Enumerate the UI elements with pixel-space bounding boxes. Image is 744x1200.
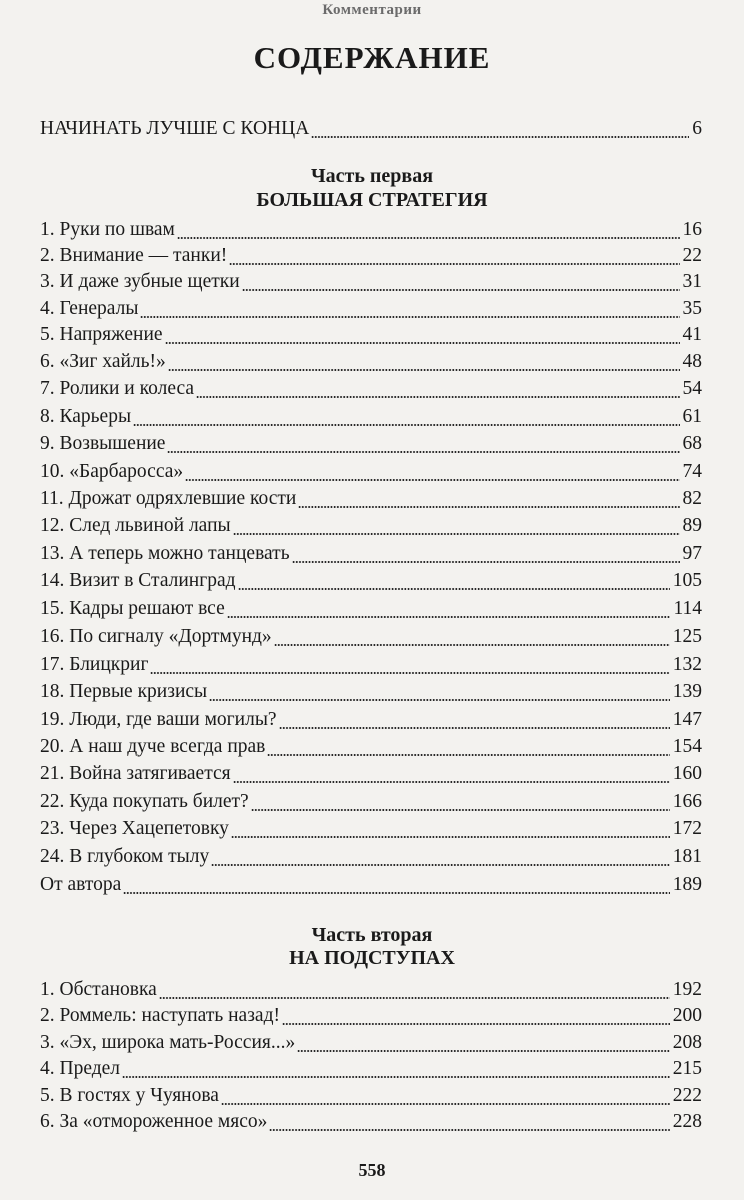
toc-entry[interactable]: [40, 1032, 702, 1058]
toc-entry-title: 14. Визит в Сталинград: [40, 570, 236, 591]
toc-entry[interactable]: [40, 324, 702, 350]
toc-entry-title: 4. Предел: [40, 1058, 121, 1079]
dot-leader: [221, 1103, 670, 1105]
toc-entry[interactable]: [40, 271, 702, 297]
page-title: СОДЕРЖАНИЕ: [253, 40, 491, 75]
dot-leader: [165, 342, 680, 344]
toc-entry-title: 21. Война затягивается: [40, 763, 231, 784]
toc-entry-page: 74: [682, 461, 702, 482]
toc-entry[interactable]: [40, 626, 702, 652]
part-two-name: НА ПОДСТУПАХ: [289, 947, 455, 969]
toc-entry[interactable]: [40, 681, 702, 707]
toc-entry-title: 7. Ролики и колеса: [40, 378, 195, 399]
toc-entry-title: 11. Дрожат одряхлевшие кости: [40, 488, 297, 509]
dot-leader: [233, 781, 670, 783]
toc-entry-title: 5. Напряжение: [40, 324, 163, 345]
part-one-label: Часть первая: [310, 165, 434, 187]
toc-entry-page: 208: [672, 1032, 702, 1053]
toc-entry-page: 41: [682, 324, 702, 345]
dot-leader: [133, 424, 679, 426]
toc-entry-title: 20. А наш дуче всегда прав: [40, 736, 266, 757]
toc-entry-page: 222: [672, 1085, 702, 1106]
toc-entry-page: 35: [682, 298, 702, 319]
toc-entry-page: 166: [672, 791, 702, 812]
toc-entry[interactable]: [40, 378, 702, 404]
toc-entry-title: 24. В глубоком тылу: [40, 846, 210, 867]
toc-entry-page: 89: [682, 515, 702, 536]
dot-leader: [229, 263, 679, 265]
dot-leader: [185, 479, 679, 481]
toc-entry[interactable]: [40, 298, 702, 324]
toc-entry-title: 5. В гостях у Чуянова: [40, 1085, 219, 1106]
toc-entry[interactable]: [40, 488, 702, 514]
toc-entry-page: 132: [672, 654, 702, 675]
toc-entry-page: 215: [672, 1058, 702, 1079]
toc-entry-title: НАЧИНАТЬ ЛУЧШЕ С КОНЦА: [40, 118, 310, 139]
toc-entry-page: 61: [682, 406, 702, 427]
toc-entry[interactable]: [40, 219, 702, 245]
toc-entry-page: 147: [672, 709, 702, 730]
dot-leader: [298, 506, 679, 508]
toc-entry-title: 23. Через Хацепетовку: [40, 818, 229, 839]
dot-leader: [251, 809, 670, 811]
dot-leader: [274, 644, 670, 646]
dot-leader: [231, 836, 670, 838]
toc-entry[interactable]: [40, 351, 702, 377]
toc-entry-title: 22. Куда покупать билет?: [40, 791, 249, 812]
toc-entry-page: 54: [682, 378, 702, 399]
page-number: 558: [358, 1160, 386, 1180]
toc-entry-title: 15. Кадры решают все: [40, 598, 225, 619]
dot-leader: [196, 396, 679, 398]
dot-leader: [297, 1050, 670, 1052]
toc-entry-title: 8. Карьеры: [40, 406, 132, 427]
toc-entry[interactable]: [40, 846, 702, 872]
toc-entry-title: 12. След львиной лапы: [40, 515, 231, 536]
toc-entry-page: 16: [682, 219, 702, 240]
toc-entry[interactable]: [40, 736, 702, 762]
dot-leader: [238, 588, 670, 590]
toc-entry-title: 3. И даже зубные щетки: [40, 271, 240, 292]
dot-leader: [159, 997, 670, 999]
toc-entry-page: 154: [672, 736, 702, 757]
dot-leader: [227, 616, 671, 618]
toc-entry-title: 6. «Зиг хайль!»: [40, 351, 166, 372]
toc-entry[interactable]: [40, 709, 702, 735]
toc-entry[interactable]: [40, 763, 702, 789]
toc-entry[interactable]: [40, 791, 702, 817]
toc-entry-title: 17. Блицкриг: [40, 654, 149, 675]
dot-leader: [233, 533, 680, 535]
toc-entry[interactable]: [40, 979, 702, 1005]
dot-leader: [123, 892, 669, 894]
toc-entry-page: 82: [682, 488, 702, 509]
toc-entry-title: 19. Люди, где ваши могилы?: [40, 709, 277, 730]
toc-entry-title: 2. Роммель: наступать назад!: [40, 1005, 280, 1026]
toc-entry-title: 10. «Барбаросса»: [40, 461, 184, 482]
dot-leader: [211, 864, 670, 866]
dot-leader: [282, 1023, 670, 1025]
toc-entry-page: 31: [682, 271, 702, 292]
toc-entry-title: 1. Обстановка: [40, 979, 157, 1000]
dot-leader: [122, 1076, 670, 1078]
toc-entry-page: 22: [682, 245, 702, 266]
toc-entry-page: 114: [673, 598, 702, 619]
dot-leader: [150, 672, 669, 674]
toc-entry[interactable]: [40, 433, 702, 459]
toc-entry-page: 6: [692, 118, 702, 139]
toc-entry-page: 97: [682, 543, 702, 564]
toc-entry-title: 1. Руки по швам: [40, 219, 175, 240]
toc-entry-title: 2. Внимание — танки!: [40, 245, 228, 266]
toc-entry-page: 139: [672, 681, 702, 702]
toc-entry[interactable]: [40, 1085, 702, 1111]
toc-entry-page: 172: [672, 818, 702, 839]
dot-leader: [269, 1129, 669, 1131]
dot-leader: [267, 754, 669, 756]
dot-leader: [242, 289, 680, 291]
toc-entry[interactable]: [40, 1111, 702, 1137]
toc-entry-title: 4. Генералы: [40, 298, 139, 319]
dot-leader: [168, 369, 680, 371]
dot-leader: [209, 699, 670, 701]
toc-entry[interactable]: [40, 874, 702, 900]
toc-entry[interactable]: [40, 1058, 702, 1084]
part-one-name: БОЛЬШАЯ СТРАТЕГИЯ: [256, 189, 488, 211]
toc-entry-title: 13. А теперь можно танцевать: [40, 543, 290, 564]
toc-entry-title: 9. Возвышение: [40, 433, 166, 454]
dot-leader: [292, 561, 680, 563]
toc-entry-page: 228: [672, 1111, 702, 1132]
toc-entry[interactable]: [40, 245, 702, 271]
dot-leader: [279, 727, 670, 729]
toc-entry[interactable]: [40, 1005, 702, 1031]
toc-entry[interactable]: [40, 570, 702, 596]
toc-entry-page: 125: [672, 626, 702, 647]
toc-entry[interactable]: [40, 461, 702, 487]
part-two-label: Часть вторая: [311, 924, 433, 946]
dot-leader: [311, 136, 689, 138]
toc-entry[interactable]: [40, 598, 702, 624]
dot-leader: [140, 316, 679, 318]
toc-entry-page: 192: [672, 979, 702, 1000]
toc-entry-title: 6. За «отмороженное мясо»: [40, 1111, 268, 1132]
dot-leader: [167, 451, 679, 453]
toc-entry-page: 68: [682, 433, 702, 454]
toc-entry-page: 181: [672, 846, 702, 867]
dot-leader: [177, 237, 680, 239]
toc-entry-page: 200: [672, 1005, 702, 1026]
toc-entry[interactable]: [40, 654, 702, 680]
running-head: Комментарии: [322, 2, 422, 18]
toc-entry-page: 105: [672, 570, 702, 591]
toc-entry-page: 189: [672, 874, 702, 895]
toc-entry[interactable]: [40, 818, 702, 844]
toc-entry-title: 16. По сигналу «Дортмунд»: [40, 626, 272, 647]
toc-entry-title: 18. Первые кризисы: [40, 681, 208, 702]
toc-entry-page: 48: [682, 351, 702, 372]
toc-entry-page: 160: [672, 763, 702, 784]
toc-entry[interactable]: [40, 406, 702, 432]
toc-entry[interactable]: [40, 515, 702, 541]
toc-entry[interactable]: [40, 543, 702, 569]
toc-entry-title: От автора: [40, 874, 122, 895]
toc-entry-title: 3. «Эх, широка мать-Россия...»: [40, 1032, 296, 1053]
toc-entry-intro[interactable]: [40, 118, 702, 144]
